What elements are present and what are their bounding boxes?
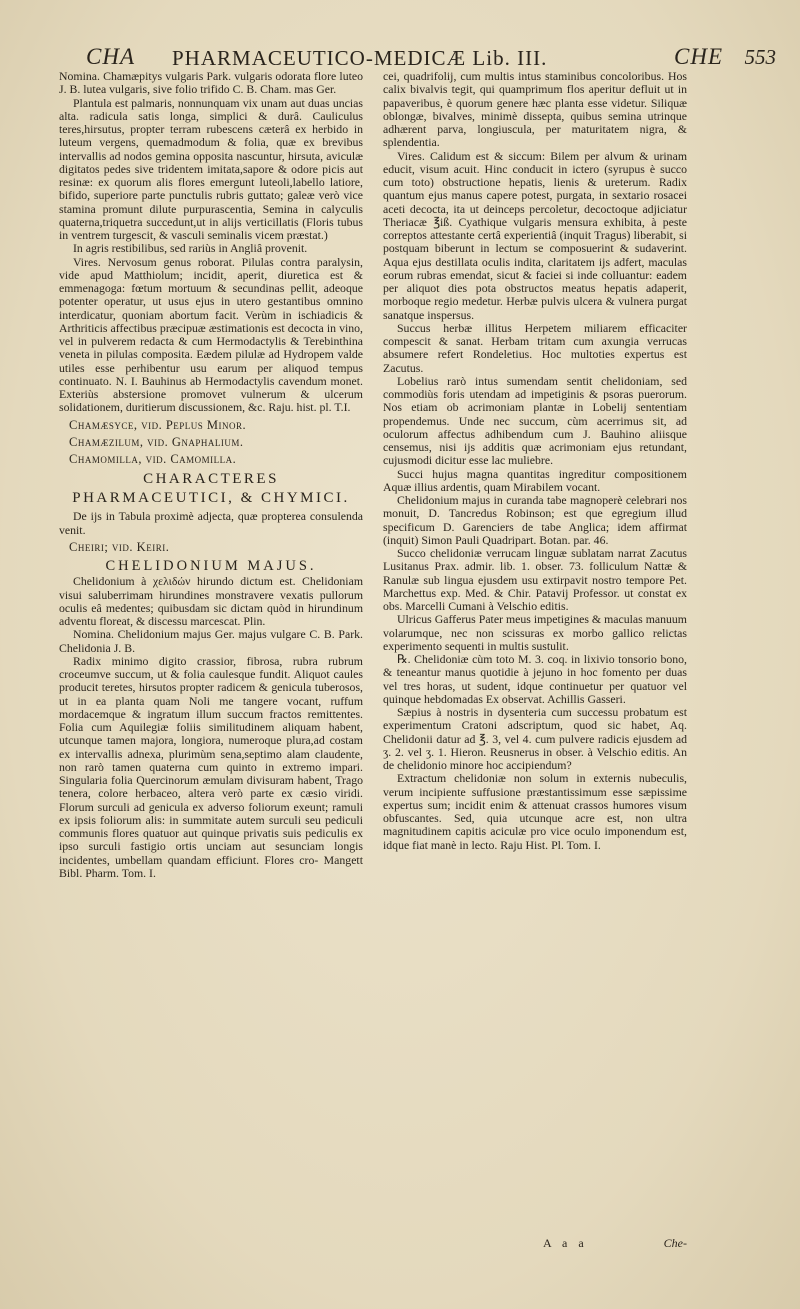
header-left-word: CHA — [86, 44, 135, 69]
paragraph: In agris restibilibus, sed rariùs in Angliâ provenit. — [73, 241, 308, 256]
paragraph: ℞. Chelidoniæ cùm toto M. 3. coq. in lixivio tonsorio bono, & teneantur manus quotidie à jejuno in hoc fomento per duas vel tres horas, ut sudent, idque continuetur per quatuor vel quinque hebdomadas Ex observat. Achillis Gasseri. — [383, 652, 687, 706]
paragraph: Sæpius à nostris in dysenteria cum successu probatum est experimentum Cratoni adscriptum, quod sic habet, Aq. Chelidonii datur ad ℥. 3, vel 4. cum pulvere radicis ejusdem ad ʒ. 2. vel ʒ. 1. Hieron. Reusnerus in obser. à Velschio editis. An de chelidonio minore hoc accipiendum? — [383, 705, 687, 772]
paragraph: Vires. Nervosum genus roborat. Pilulas contra paralysin, vide apud Matthiolum; incidit, aperit, diuretica est & emmenagoga: fœtum mortuum & secundinas pellit, adeoque potenter operatur, ut usus ejus in utero gestantibus omnino interdicatur, quoniam abortum facit. Verùm in ischiadicis & Arthriticis affectibus præcipuæ æstimationis est decocta in vino, vel in pulverem redacta & cum Hermodactylis & Terebinthina veneta in pilulas composita. Eædem pilulæ ad Hydropem valde utiles esse perhibentur usu earum per aliquod tempus continuato. N. I. Bauhinus ab Hermodactylis cavendum monet. Exteriùs abstersione promovet vulnerum & ulcerum solidationem, duritierum discussionem, &c. Raju. hist. pl. T.I. — [59, 254, 363, 415]
paragraph: Chelidonium majus in curanda tabe magnoperè celebrari nos monuit, D. Tancredus Robinson; est que egregium illud specificum D. Garenciers de tabe Anglica; idem affirmat (inquit) Simon Pauli Quadripart. Botan. par. 46. — [383, 493, 687, 547]
paragraph: Lobelius rarò intus sumendam sentit chelidoniam, sed commodiùs foris utendam ad impetiginis & psoras puerorum. Nos etiam ob acrimoniam plantæ in Lobelij sententiam propendemus. Unde nec succum, cùm acerrimus sit, ad oculorum affectus adhibendum cum J. Bauhino aliisque censemus, nisi ijs additis quæ acrimoniam ejus retundant, cujusmodi dicitur esse lac muliebre. — [383, 373, 687, 468]
paragraph: cei, quadrifolij, cum multis intus staminibus concoloribus. Hos calix bivalvis tegit, qui quamprimum flos aperitur defluit ut in papaveribus, è quorum genere hæc planta esse videtur. Siliquæ oblongæ, bivalves, minimè dissepta, quibus semina utrinque adhærent parva, longiuscula, per maturitatem nigra, & splendentia. — [383, 69, 687, 150]
cross-reference: Chamæzilum, vid. Gnaphalium. — [69, 434, 244, 449]
cross-reference: Chamomilla, vid. Camomilla. — [69, 452, 237, 466]
paragraph: Vires. Calidum est & siccum: Bilem per alvum & urinam educit, visum acuit. Hinc conducit in ictero (syrupus è succo cum toto) obstructione hepatis, lienis & ureterum. Radix quantum ejus manus capere potest, purgata, in sextario rosacei aceti decocta, ita ut deinceps percoletur, decoctoque adjiciatur Theriacæ ℥iß. Cyathique vulgaris mensura exhibita, à peste correptos attestante certâ experientiâ (inquit Tragus) liberabit, si postquam biberunt in lectum se composuerint & sudaverint. Aqua ejus destillata oculis indita, claritatem ijs adfert, maculas eorum rubras emendat, sicut & faciei si inde colluantur: eadem per aliquot dies pota obstructos meatus hepatis adaperit, morboque regio medetur. Herbæ pulvis ulcera & vulnera purgat sanatque inspersus. — [383, 148, 687, 322]
signature-mark: A a a — [543, 1236, 588, 1250]
paragraph: Chelidonium à χελιδών hirundo dictum est. Chelidoniam visui saluberrimam hirundines monstravere vexatis pullorum oculis eâ medentes; quibusdam sic dictam quòd in hirundinum adventu floreat, & discessu marcescat. Plin. — [59, 574, 363, 628]
cross-reference: Chamæsyce, vid. Peplus Minor. — [69, 417, 247, 432]
paragraph: Succi hujus magna quantitas ingreditur compositionem Aquæ illius ardentis, quam Mirabilem vocant. — [383, 466, 687, 494]
page-number: 553 — [744, 45, 776, 69]
paragraph: Nomina. Chamæpitys vulgaris Park. vulgaris odorata flore luteo J. B. lutea vulgaris, sive folio trifido C. B. Cham. mas Ger. — [59, 69, 363, 97]
paragraph: Radix minimo digito crassior, fibrosa, rubra rubrum croceumve succum, ut & folia caulesque fundit. Aliquot caules producit teretes, hirsutos propter radicem & genicula tuberosos, ut in ea planta quam Noli me tangere vocant, ruffum mordacemque & ingratum illum succum fractos remittentes. Folia cum Aquilegiæ foliis similitudinem aliquam habent, utcunque tamen majora, longiora, numeroque plura,ad costam ex intervallis adnexa, plurimùm sena,septimo alam claudente, non rarò tamen quaterna cum quinto in extremo impari. Singularia folia Quercinorum æmulam divisuram habent, Trago tenera, colore herbaceo, altera verò parte ex cæsio viridi. Florum surculi ad geniculа ex adverso foliorum exeunt; ramuli ex ipsis foliorum alis: in summitate autem surculi seu pediculi communis flores quatuor aut quinque privatis suis pediculis ex ipso surculi fastigio ortis unciam aut sesunciam longis incidentes, umbellam quandam efficiunt. Flores cro- Mangett Bibl. Pharm. Tom. I. — [59, 653, 363, 880]
paragraph: Plantula est palmaris, nonnunquam vix unam aut duas uncias alta. radicula satis longa, simplici & durâ. Cauliculus teres,hirsutus, propter terram rubescens cæterâ ex herbido in luteum vergens, quemadmodum & folia, quæ ex brevibus intervallis ad nodos gemina opposita nascuntur, hirsuta, aviculæ digitatos pedes sive tridentem imitata,sapore & odore picis aut resinæ: ex quorum alis flores emergunt luteoli,labello latiore, bifido, superiore parte punctulis rubris guttato; galeæ verò vice stamina promunt dilute purpurascentia, Semina in calyculis quaterna,triquetra succedunt,ut in alijs verticillatis (Floris tubus in ventrem turgescit, & vasculi seminalis vicem præstat.) — [59, 95, 363, 242]
cross-reference: Cheiri; vid. Keiri. — [69, 539, 170, 554]
header-right-word: CHE — [674, 44, 723, 69]
paragraph: Ulricus Gafferus Pater meus impetigines & maculas manuum volarumque, nec non scissuras ex morbo gallico relictas experimento sequenti in multis sustulit. — [383, 612, 687, 653]
section-heading: CHELIDONIUM MAJUS. — [105, 558, 317, 574]
section-heading: CHARACTERES PHARMACEUTICI, & CHYMICI. — [72, 471, 350, 507]
paragraph: Succus herbæ illitus Herpetem miliarem efficaciter compescit & sanat. Herbam tritam cum axungia verrucas absumere refert Rondeletius. Hoc multoties expertus est Zacutus. — [383, 320, 687, 375]
paragraph: Extractum chelidoniæ non solum in externis nubeculis, verum incipiente suffusione præstantissimum esse sæpissime expertus sum; incidit enim & attenuat crassos humores visum obfuscantes. Sed, quia utcunque acre est, non ultra magnitudinem capitis aciculæ pro vice oculo imponendum est, idque fiat manè in lecto. Raju Hist. Pl. Tom. I. — [383, 771, 687, 852]
left-column — [59, 70, 363, 880]
catchword: Che- — [663, 1236, 687, 1250]
paragraph: Nomina. Chelidonium majus Ger. majus vulgare C. B. Park. Chelidonia J. B. — [59, 627, 363, 655]
paragraph: De ijs in Tabula proximè adjecta, quæ propterea consulenda venit. — [59, 509, 363, 537]
right-column — [383, 70, 687, 852]
paragraph: Succo chelidoniæ verrucam linguæ sublatam narrat Zacutus Lusitanus Prax. admir. lib. 1. obser. 73. folliculum Nattæ & Ranulæ sub lingua ejusdem usu extirpavit nostro tempore Pet. Marchettus exp. Med. & Chir. Patavij Professor. ut constat ex obs. Marcelli Cumani à Velschio editis. — [383, 546, 687, 613]
header-title: PHARMACEUTICO-MEDICÆ Lib. III. — [172, 46, 548, 70]
